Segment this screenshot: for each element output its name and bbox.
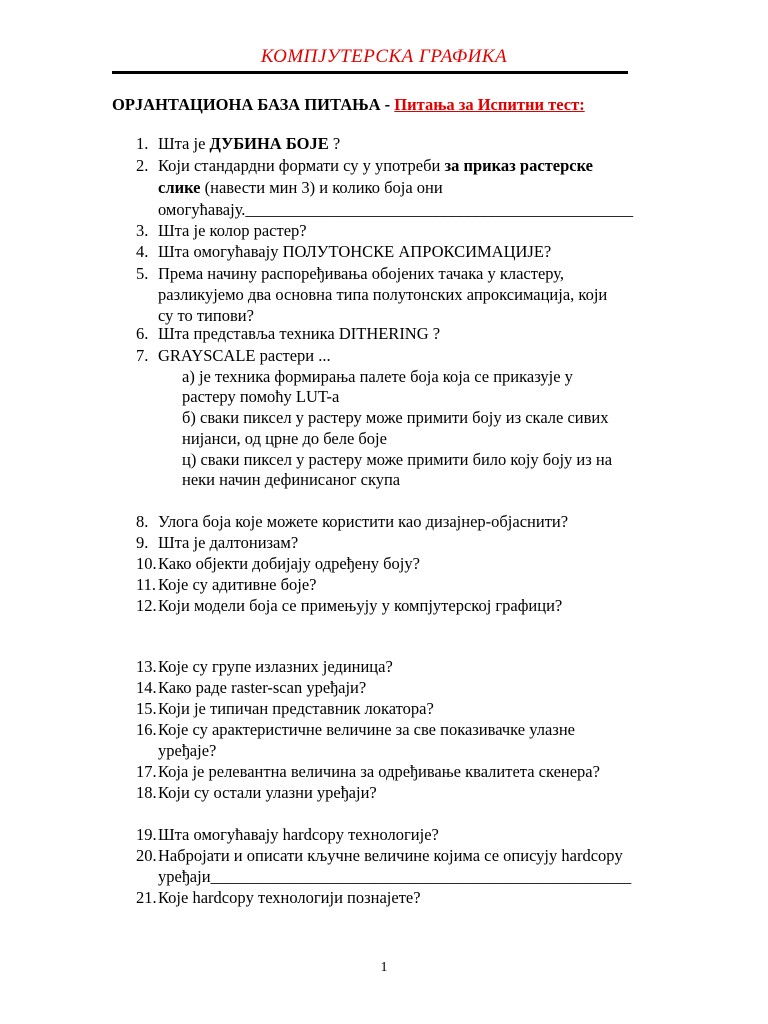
document-title: КОМПЈУТЕРСКА ГРАФИКА <box>260 46 508 67</box>
question-number: 2. <box>136 156 149 175</box>
question-16-line-2: уређаје? <box>158 741 217 760</box>
option-c-line-1: ц) сваки пиксел у растеру може примити било коју боју из на <box>182 450 613 469</box>
option-a-line-2: растеру помоћу LUT-а <box>182 387 340 406</box>
section-heading <box>112 95 585 115</box>
question-4: 4. Шта омогућавају ПОЛУТОНСКЕ АПРОКСИМАЦИЈЕ? <box>136 242 552 261</box>
question-13: 13. Које су групе излазних јединица? <box>136 657 393 676</box>
question-3: 3. Шта је колор растер? <box>136 221 307 240</box>
question-18: 18. Који су остали улазни уређаји? <box>136 783 377 802</box>
title-rule <box>112 71 628 74</box>
page-number: 1 <box>380 960 388 975</box>
option-c-line-2: неки начин дефинисаног скупа <box>182 470 401 489</box>
section-heading-red: Питања за Испитни тест: <box>394 95 585 114</box>
question-2-line-2: слике (навести мин 3) и колико боја они <box>158 178 443 197</box>
question-10: 10. Како објекти добијају одређену боју? <box>136 554 420 573</box>
option-a-line-1: а) је техника формирања палете боја која се приказује у <box>182 367 573 386</box>
question-1 <box>136 133 341 154</box>
option-b-line-2: нијанси, од црне до беле боје <box>182 429 387 448</box>
question-11: 11. Које су адитивне боје? <box>136 575 317 594</box>
question-14: 14. Како раде raster-scan уређаји? <box>136 678 367 697</box>
question-12: 12. Који модели боја се примењују у компјутерској графици? <box>136 596 563 615</box>
question-17: 17. Која је релевантна величина за одређивање квалитета скенера? <box>136 762 600 781</box>
question-2-line-3: омогућавају._______________________________________________ <box>158 200 634 219</box>
question-9: 9. Шта је далтонизам? <box>136 533 299 552</box>
question-5-line-2: разликујемо два основна типа полутонских апроксимација, који <box>158 285 608 304</box>
question-2 <box>136 155 593 176</box>
question-text-line-1: Који стандардни формати су у употреби за приказ растерске <box>158 156 593 175</box>
question-text: Шта је ДУБИНА БОЈЕ ? <box>158 134 341 153</box>
option-b-line-1: б) сваки пиксел у растеру може примити боју из скале сивих <box>182 408 609 427</box>
question-6: 6. Шта представља техника DITHERING ? <box>136 324 441 343</box>
question-20-line-2: уређаји___________________________________________________ <box>158 867 632 886</box>
question-19: 19. Шта омогућавају hardcopy технологије? <box>136 825 439 844</box>
question-5-line-3: су то типови? <box>158 306 254 325</box>
question-number: 1. <box>136 134 149 153</box>
question-7: 7. GRAYSCALE растери ... <box>136 346 331 365</box>
question-21: 21. Које hardcopy технологији познајете? <box>136 888 421 907</box>
question-8: 8. Улога боја које можете користити као дизајнер-објаснити? <box>136 512 569 531</box>
question-16: 16. Које су арактеристичне величине за све показивачке улазне <box>136 720 575 739</box>
section-heading-main: ОРЈАНТАЦИОНА БАЗА ПИТАЊА - <box>112 95 395 114</box>
question-15: 15. Који је типичан представник локатора? <box>136 699 434 718</box>
question-5: 5. Према начину распоређивања обојених тачака у кластеру, <box>136 264 565 283</box>
question-20: 20. Набројати и описати кључне величине којима се описују hardcopy <box>136 846 623 865</box>
